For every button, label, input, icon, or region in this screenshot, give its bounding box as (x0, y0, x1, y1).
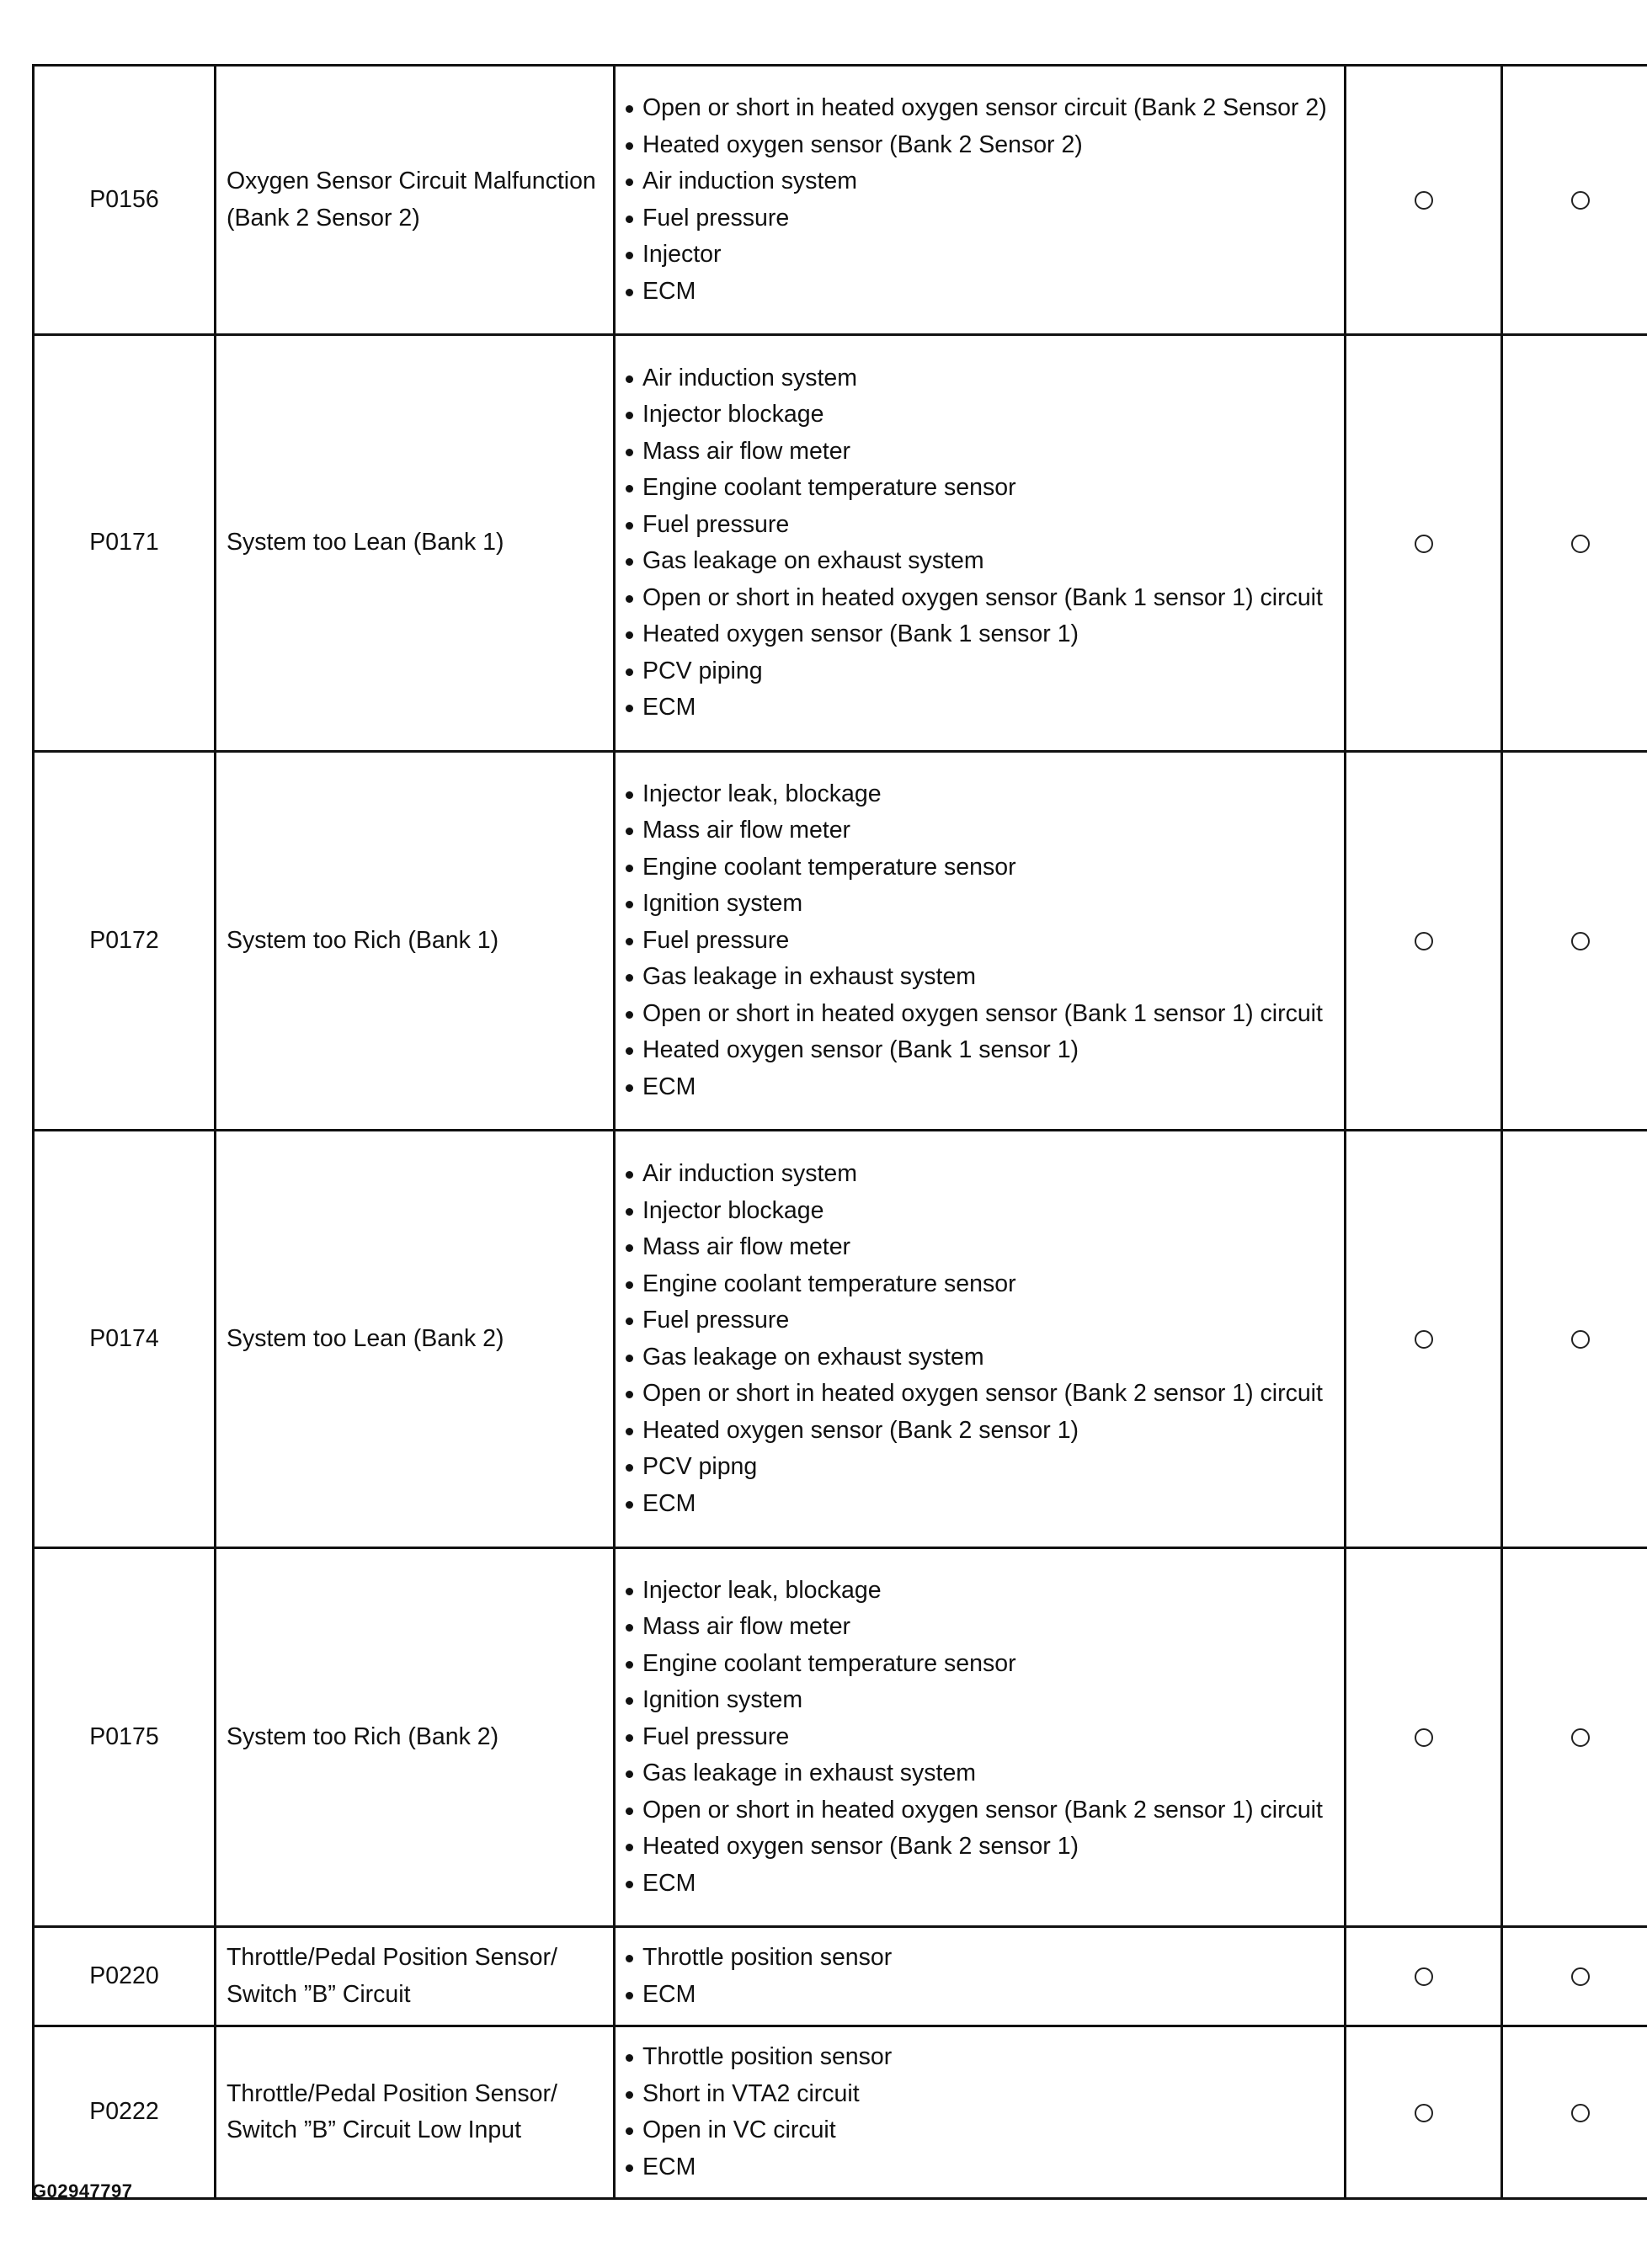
list-item: Injector leak, blockage (624, 1573, 1329, 1610)
trouble-area-list (624, 1573, 1329, 1903)
circle-mark-icon (1415, 1967, 1433, 1986)
description-cell: System too Rich (Bank 2) (216, 1548, 615, 1927)
circle-mark-icon (1415, 535, 1433, 553)
list-item: ECM (624, 689, 1329, 727)
trouble-area-cell (615, 1131, 1346, 1548)
description-cell: System too Rich (Bank 1) (216, 752, 615, 1131)
list-item: Engine coolant temperature sensor (624, 1646, 1329, 1683)
description-cell: System too Lean (Bank 2) (216, 1131, 615, 1548)
trouble-area-cell (615, 1927, 1346, 2026)
circle-mark-icon (1571, 932, 1590, 950)
check-cell-a (1346, 66, 1502, 335)
trouble-area-cell (615, 335, 1346, 752)
trouble-area-list (624, 360, 1329, 727)
circle-mark-icon (1415, 932, 1433, 950)
check-cell-b (1502, 2026, 1647, 2199)
check-cell-b (1502, 1927, 1647, 2026)
dtc-code: P0222 (89, 2098, 159, 2126)
check-cell-a (1346, 1131, 1502, 1548)
list-item: Fuel pressure (624, 507, 1329, 544)
circle-mark-icon (1571, 2104, 1590, 2122)
trouble-area-list (624, 1940, 1329, 2013)
dtc-code: P0175 (89, 1722, 159, 1750)
list-item: Gas leakage on exhaust system (624, 1339, 1329, 1376)
circle-mark-icon (1571, 191, 1590, 210)
table-row (34, 66, 1647, 335)
list-item: PCV pipng (624, 1449, 1329, 1486)
trouble-area-list (624, 2039, 1329, 2185)
check-cell-b (1502, 1131, 1647, 1548)
check-cell-b (1502, 66, 1647, 335)
table-row (34, 752, 1647, 1131)
circle-mark-icon (1415, 2104, 1433, 2122)
dtc-code: P0172 (89, 926, 159, 954)
list-item: Ignition system (624, 1682, 1329, 1719)
list-item: Heated oxygen sensor (Bank 2 sensor 1) (624, 1413, 1329, 1450)
trouble-area-cell (615, 66, 1346, 335)
code-cell (34, 66, 216, 335)
list-item: Engine coolant temperature sensor (624, 849, 1329, 886)
list-item: Air induction system (624, 360, 1329, 397)
circle-mark-icon (1571, 1967, 1590, 1986)
list-item: Engine coolant temperature sensor (624, 1266, 1329, 1303)
code-cell (34, 335, 216, 752)
list-item: Fuel pressure (624, 1302, 1329, 1339)
list-item: Heated oxygen sensor (Bank 2 Sensor 2) (624, 127, 1329, 164)
list-item: Open in VC circuit (624, 2112, 1329, 2149)
circle-mark-icon (1571, 1330, 1590, 1349)
list-item: Open or short in heated oxygen sensor (Bank 2 sensor 1) circuit (624, 1376, 1329, 1413)
list-item: Fuel pressure (624, 923, 1329, 960)
list-item: Mass air flow meter (624, 1229, 1329, 1266)
dtc-code: P0174 (89, 1324, 159, 1352)
figure-id: G02947797 (32, 2180, 133, 2201)
list-item: Injector blockage (624, 397, 1329, 434)
trouble-area-list (624, 90, 1329, 310)
list-item: Throttle position sensor (624, 2039, 1329, 2076)
list-item: Mass air flow meter (624, 1609, 1329, 1646)
trouble-area-list (624, 776, 1329, 1106)
dtc-table (32, 64, 1647, 2200)
table-row (34, 2026, 1647, 2199)
list-item: Heated oxygen sensor (Bank 1 sensor 1) (624, 1032, 1329, 1069)
list-item: Open or short in heated oxygen sensor (Bank 1 sensor 1) circuit (624, 996, 1329, 1033)
dtc-code: P0171 (89, 529, 159, 556)
description-cell: Oxygen Sensor Circuit Malfunction (Bank 2 Sensor 2) (216, 66, 615, 335)
description-cell: Throttle/Pedal Position Sensor/ Switch ”B” Circuit (216, 1927, 615, 2026)
list-item: Injector leak, blockage (624, 776, 1329, 813)
list-item: ECM (624, 1977, 1329, 2014)
trouble-area-cell (615, 752, 1346, 1131)
list-item: Open or short in heated oxygen sensor (Bank 2 sensor 1) circuit (624, 1792, 1329, 1829)
dtc-code: P0156 (89, 185, 159, 213)
list-item: Gas leakage in exhaust system (624, 959, 1329, 996)
description-cell: System too Lean (Bank 1) (216, 335, 615, 752)
code-cell (34, 752, 216, 1131)
check-cell-a (1346, 1548, 1502, 1927)
list-item: Ignition system (624, 886, 1329, 923)
trouble-area-list (624, 1156, 1329, 1522)
circle-mark-icon (1571, 535, 1590, 553)
list-item: Air induction system (624, 163, 1329, 200)
list-item: ECM (624, 1866, 1329, 1903)
list-item: Mass air flow meter (624, 812, 1329, 849)
list-item: Short in VTA2 circuit (624, 2076, 1329, 2113)
list-item: Heated oxygen sensor (Bank 1 sensor 1) (624, 616, 1329, 653)
list-item: Throttle position sensor (624, 1940, 1329, 1977)
list-item: ECM (624, 274, 1329, 311)
trouble-area-cell (615, 2026, 1346, 2199)
list-item: Injector blockage (624, 1193, 1329, 1230)
circle-mark-icon (1415, 1330, 1433, 1349)
list-item: ECM (624, 1486, 1329, 1523)
list-item: Injector (624, 237, 1329, 274)
list-item: Open or short in heated oxygen sensor circuit (Bank 2 Sensor 2) (624, 90, 1329, 127)
table-row (34, 335, 1647, 752)
list-item: Open or short in heated oxygen sensor (Bank 1 sensor 1) circuit (624, 580, 1329, 617)
code-cell (34, 1927, 216, 2026)
table-row (34, 1131, 1647, 1548)
code-cell (34, 1131, 216, 1548)
circle-mark-icon (1415, 191, 1433, 210)
circle-mark-icon (1415, 1728, 1433, 1747)
check-cell-a (1346, 1927, 1502, 2026)
list-item: Fuel pressure (624, 1719, 1329, 1756)
description-cell: Throttle/Pedal Position Sensor/ Switch ”B” Circuit Low Input (216, 2026, 615, 2199)
list-item: Gas leakage on exhaust system (624, 543, 1329, 580)
circle-mark-icon (1571, 1728, 1590, 1747)
list-item: Heated oxygen sensor (Bank 2 sensor 1) (624, 1829, 1329, 1866)
check-cell-a (1346, 2026, 1502, 2199)
list-item: ECM (624, 2149, 1329, 2186)
trouble-area-cell (615, 1548, 1346, 1927)
dtc-code: P0220 (89, 1962, 159, 1989)
check-cell-a (1346, 335, 1502, 752)
list-item: Mass air flow meter (624, 434, 1329, 471)
check-cell-b (1502, 752, 1647, 1131)
code-cell (34, 2026, 216, 2199)
list-item: Air induction system (624, 1156, 1329, 1193)
table-row (34, 1548, 1647, 1927)
list-item: PCV piping (624, 653, 1329, 690)
list-item: ECM (624, 1069, 1329, 1106)
list-item: Engine coolant temperature sensor (624, 470, 1329, 507)
table-row (34, 1927, 1647, 2026)
check-cell-b (1502, 1548, 1647, 1927)
check-cell-a (1346, 752, 1502, 1131)
check-cell-b (1502, 335, 1647, 752)
list-item: Fuel pressure (624, 200, 1329, 237)
code-cell (34, 1548, 216, 1927)
list-item: Gas leakage in exhaust system (624, 1755, 1329, 1792)
